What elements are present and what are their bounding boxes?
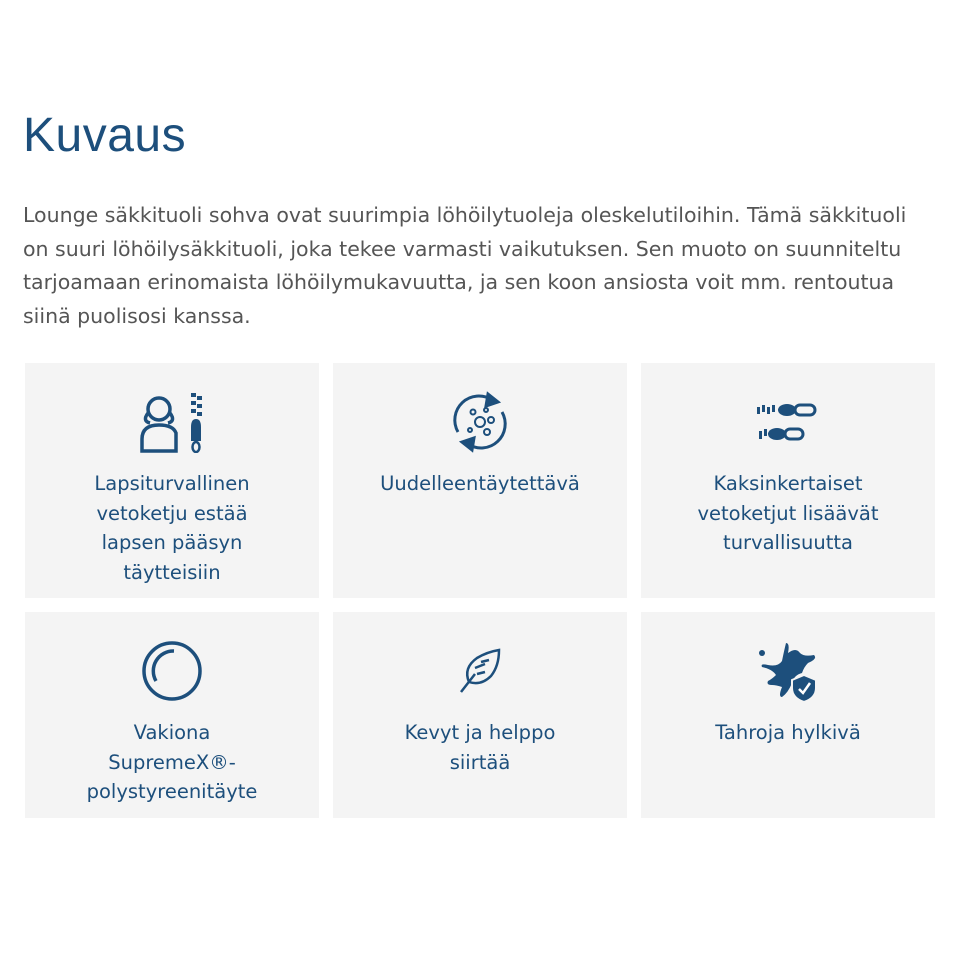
feature-label: Kevyt ja helppo siirtää <box>404 721 556 774</box>
feature-tile <box>641 612 935 818</box>
feather-icon <box>445 638 515 704</box>
feature-grid <box>25 363 935 818</box>
bead-icon <box>137 638 207 704</box>
feature-label: Tahroja hylkivä <box>715 721 861 744</box>
feature-tile <box>333 363 627 598</box>
feature-tile <box>25 363 319 598</box>
page-title: Kuvaus <box>23 109 187 162</box>
feature-label: Lapsiturvallinen vetoketju estää lapsen pääsyn täytteisiin <box>94 472 250 584</box>
feature-label: Kaksinkertaiset vetoketjut lisäävät turvallisuutta <box>697 472 879 554</box>
refill-icon <box>445 389 515 455</box>
feature-label: Uudelleentäytettävä <box>380 472 580 495</box>
feature-label: Vakiona SupremeX®-polystyreenitäyte <box>86 721 258 803</box>
stain-shield-icon <box>753 638 823 704</box>
description: Lounge säkkituoli sohva ovat suurimpia löhöilytuoleja oleskelutiloihin. Tämä säkkituoli on suuri löhöilysäkkituoli, joka tekee varmasti vaikutuksen. Sen muoto on suunniteltu tarjoamaan erinomaista löhöilymukavuutta, ja sen koon ansiosta voit mm. rentoutua siinä puolisosi kanssa. <box>23 203 907 328</box>
feature-tile <box>25 612 319 818</box>
feature-tile <box>333 612 627 818</box>
double-zipper-icon <box>753 389 823 455</box>
child-zipper-icon <box>137 389 207 455</box>
feature-tile <box>641 363 935 598</box>
